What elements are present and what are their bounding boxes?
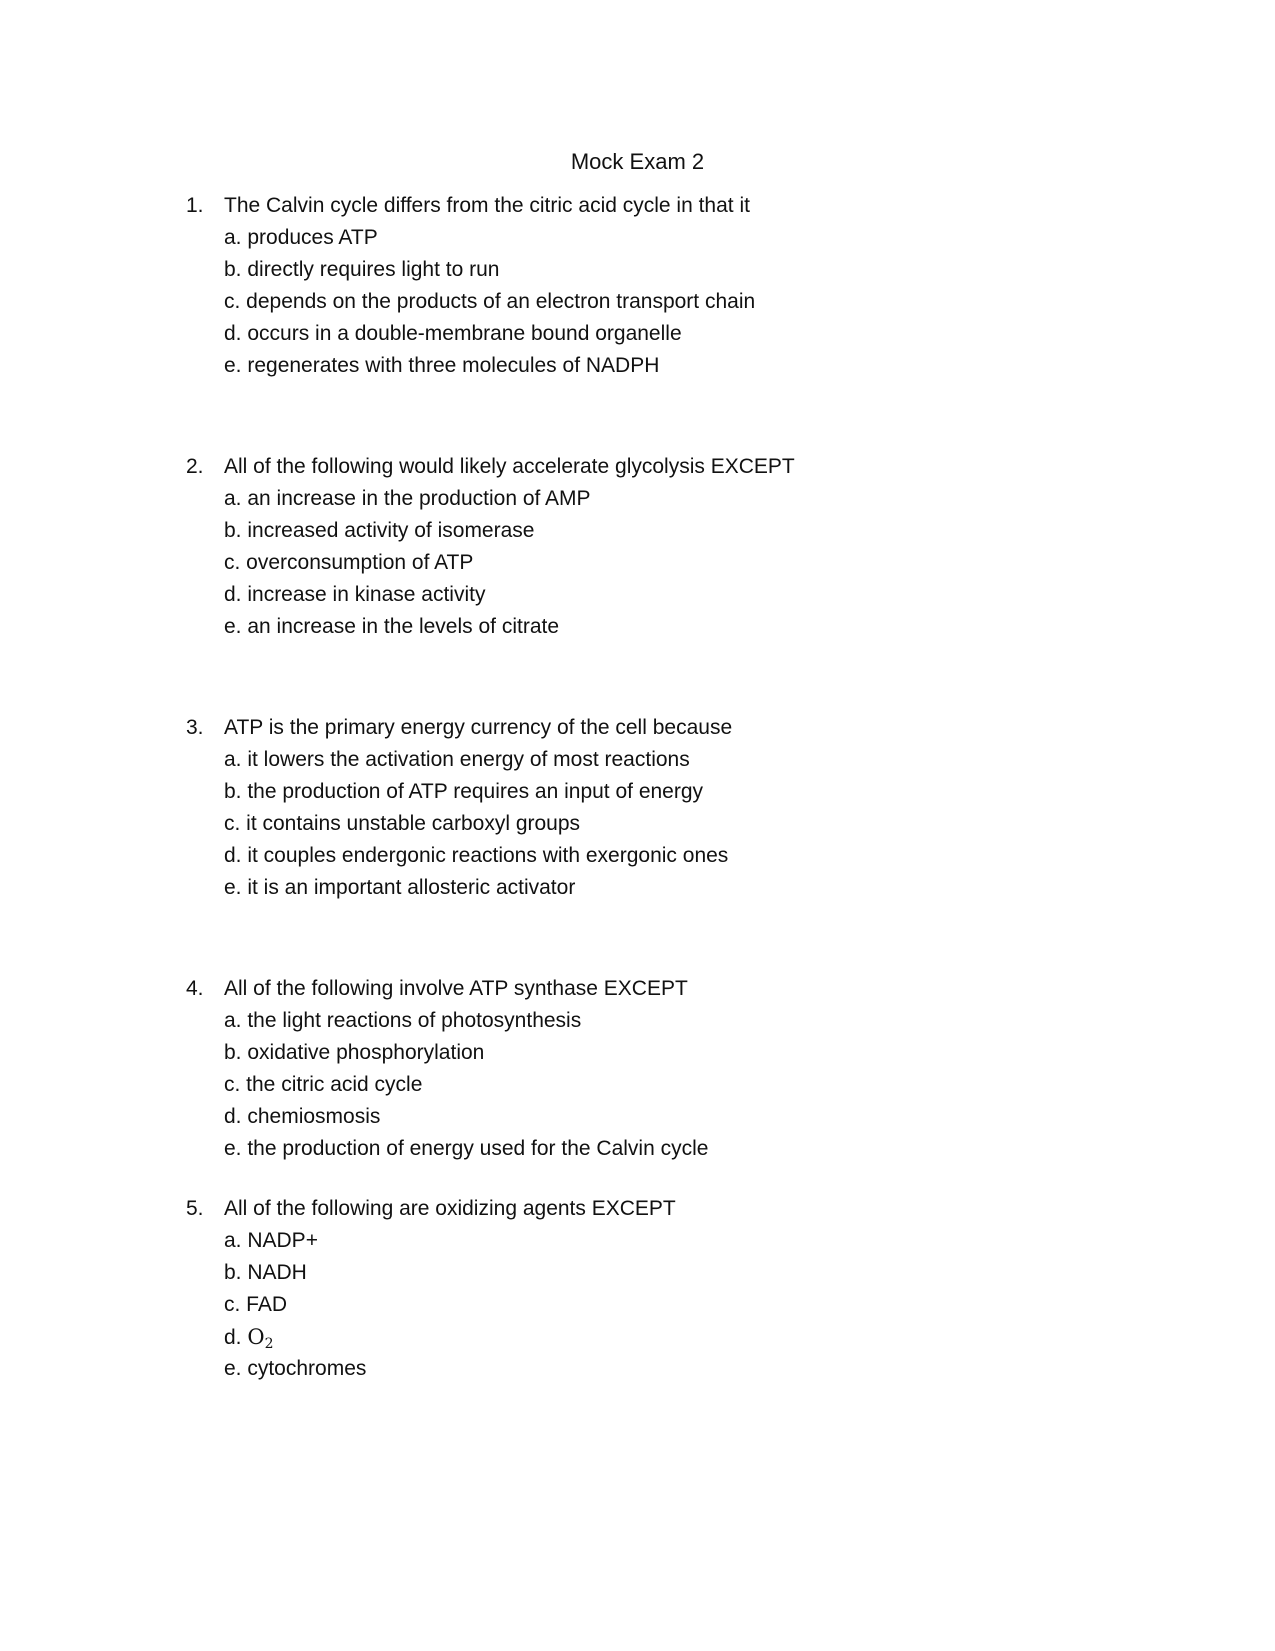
question-number: 2. [186, 455, 204, 478]
option-e: e. an increase in the levels of citrate [224, 615, 560, 638]
option-e: e. it is an important allosteric activator [224, 876, 576, 899]
option-a: a. NADP+ [224, 1229, 318, 1252]
option-c: c. overconsumption of ATP [224, 551, 474, 574]
option-d: d. it couples endergonic reactions with exergonic ones [224, 844, 729, 867]
question-stem: The Calvin cycle differs from the citric acid cycle in that it [224, 194, 750, 217]
option-b: b. directly requires light to run [224, 258, 500, 281]
formula-base: O [247, 1325, 265, 1349]
option-a: a. produces ATP [224, 226, 378, 249]
question-stem-row [186, 1193, 1086, 1225]
question-stem: All of the following would likely accelerate glycolysis EXCEPT [224, 455, 795, 478]
question-number: 4. [186, 977, 204, 1000]
option-e: e. cytochromes [224, 1357, 367, 1380]
question-4 [186, 973, 1086, 1165]
question-stem-row [186, 190, 1086, 222]
option-c: c. depends on the products of an electron transport chain [224, 290, 756, 313]
question-5 [186, 1193, 1086, 1385]
option-d [224, 1321, 1086, 1353]
option-list [186, 483, 1086, 643]
option-a: a. an increase in the production of AMP [224, 487, 591, 510]
option-b: b. oxidative phosphorylation [224, 1041, 485, 1064]
question-stem-row [186, 973, 1086, 1005]
option-b: b. the production of ATP requires an input of energy [224, 780, 704, 803]
option-c: c. the citric acid cycle [224, 1073, 423, 1096]
question-stem-row [186, 712, 1086, 744]
question-3 [186, 712, 1086, 904]
question-stem: All of the following are oxidizing agents EXCEPT [224, 1197, 676, 1220]
option-c: c. FAD [224, 1293, 288, 1316]
option-d-prefix: d. [224, 1326, 248, 1349]
option-a: a. it lowers the activation energy of most reactions [224, 748, 690, 771]
option-a: a. the light reactions of photosynthesis [224, 1009, 582, 1032]
option-list [186, 744, 1086, 904]
question-2 [186, 451, 1086, 643]
formula-subscript: 2 [264, 1336, 274, 1352]
question-number: 3. [186, 716, 204, 739]
option-e: e. the production of energy used for the Calvin cycle [224, 1137, 709, 1160]
question-number: 5. [186, 1197, 204, 1220]
oxygen-formula [247, 1325, 274, 1352]
option-d: d. chemiosmosis [224, 1105, 381, 1128]
option-list [186, 1225, 1086, 1385]
option-list [186, 222, 1086, 382]
option-list [186, 1005, 1086, 1165]
question-number: 1. [186, 194, 204, 217]
question-1 [186, 190, 1086, 382]
question-stem: All of the following involve ATP synthase EXCEPT [224, 977, 688, 1000]
option-c: c. it contains unstable carboxyl groups [224, 812, 581, 835]
option-b: b. increased activity of isomerase [224, 519, 535, 542]
page-title: Mock Exam 2 [570, 149, 705, 174]
question-stem-row [186, 451, 1086, 483]
option-b: b. NADH [224, 1261, 307, 1284]
question-stem: ATP is the primary energy currency of the cell because [224, 716, 733, 739]
option-d: d. occurs in a double-membrane bound organelle [224, 322, 682, 345]
option-d: d. increase in kinase activity [224, 583, 486, 606]
option-e: e. regenerates with three molecules of NADPH [224, 354, 660, 377]
